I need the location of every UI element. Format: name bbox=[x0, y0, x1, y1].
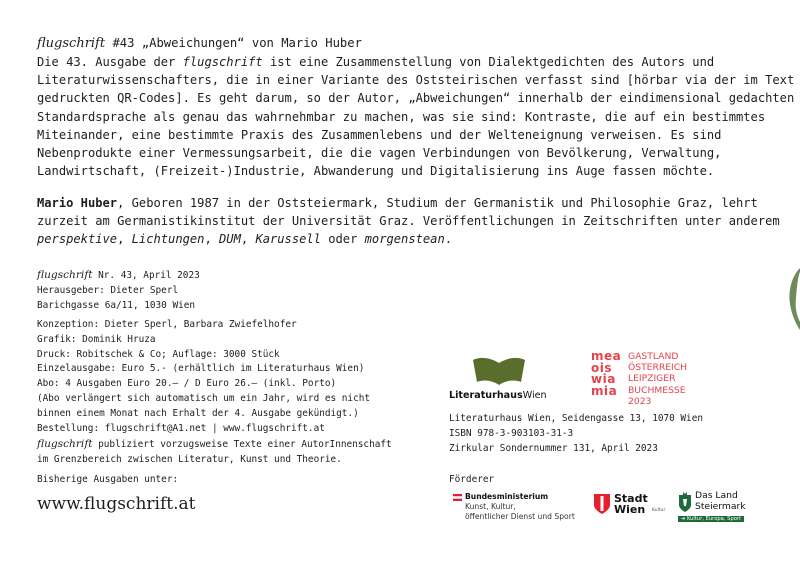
imprint-print: Druck: Robitschek & Co; Auflage: 3000 Stück bbox=[37, 348, 280, 360]
imprint-concept: Konzeption: Dieter Sperl, Barbara Zwiefelhofer bbox=[37, 318, 297, 330]
website-link[interactable]: www.flugschrift.at bbox=[37, 494, 196, 514]
imprint-address: Barichgasse 6a/11, 1030 Wien bbox=[37, 299, 196, 311]
bm-line: öffentlicher Dienst und Sport bbox=[465, 511, 575, 521]
gastland-text bbox=[628, 351, 687, 407]
wien-line: Wien bbox=[614, 503, 646, 516]
bmkoes-logo bbox=[453, 492, 575, 521]
imprint-editor: Herausgeber: Dieter Sperl bbox=[37, 284, 179, 296]
separator: , bbox=[204, 232, 220, 247]
intro-text-rest: ist eine Zusammenstellung von Dialektgedichten des Autors und Literaturwissenschafters, die in einer Variante des Oststeirischen verfasst sind [hörbar via der im Text gedruckten QR-Codes]. Es geht darum, so der Autor, „Abweichungen“ innerhalb der eindimensional gedachten Standardsprache als genau das wahrnehmbar zu machen, was sie sind: Kontraste, die auf ein bestimmtes Miteinander, eine bestimmte Praxis des Zusammenlebens und der Welteneignung verweisen. Es sind Nebenprodukte einer Vermessungsarbeit, die die vagen Verbindungen von Bevölkerung, Verwaltung, Landwirtschaft, (Freizeit-)Industrie, Abwanderung und Digitalisierung ins Auge fassen möchte. bbox=[37, 55, 795, 179]
imprint-issue-line bbox=[37, 268, 437, 284]
author-bio-paragraph bbox=[37, 194, 797, 249]
intro-brand: flugschrift bbox=[182, 55, 263, 69]
separator: oder bbox=[320, 232, 365, 247]
author-name: Mario Huber bbox=[37, 196, 118, 210]
gastland-line: LEIPZIGER bbox=[628, 373, 676, 385]
imprint-abo-note: (Abo verlängert sich automatisch um ein Jahr, wird es nicht bbox=[37, 393, 371, 405]
imprint-order: Bestellung: flugschrift@A1.net | www.flugschrift.at bbox=[37, 423, 325, 435]
meaois-word: wia bbox=[591, 372, 616, 387]
literaturhaus-name bbox=[449, 390, 559, 401]
previous-issues-label: Bisherige Ausgaben unter: bbox=[37, 474, 179, 485]
magazine-title: Lichtungen bbox=[131, 232, 205, 247]
wien-shield-icon bbox=[594, 494, 610, 514]
intro-paragraph bbox=[37, 53, 797, 180]
imprint-brand: flugschrift bbox=[37, 269, 93, 281]
bm-title: Bundesministerium bbox=[465, 492, 549, 501]
lhw-name-regular: Wien bbox=[522, 390, 547, 401]
bm-line: Kunst, Kultur, bbox=[465, 501, 516, 511]
imprint-publishes bbox=[37, 437, 437, 453]
wien-line: Stadt bbox=[614, 492, 648, 505]
magazine-title: DUM bbox=[219, 232, 241, 247]
meaois-word: mia bbox=[591, 383, 618, 398]
imprint-abo-note: binnen einem Monat nach Erhalt der 4. Ausgabe gekündigt.) bbox=[37, 408, 359, 420]
imprint-issue: Nr. 43, April 2023 bbox=[92, 270, 200, 281]
magazine-title: morgenstean bbox=[364, 232, 445, 247]
book-icon bbox=[471, 354, 527, 388]
meaois-word: ois bbox=[591, 360, 612, 375]
imprint-graphic: Grafik: Dominik Hruza bbox=[37, 333, 156, 345]
magazine-title: perspektive bbox=[37, 232, 118, 247]
imprint-abo-price: Abo: 4 Ausgaben Euro 20.— / D Euro 26.— (inkl. Porto) bbox=[37, 378, 337, 390]
meaois-logo bbox=[591, 351, 621, 397]
imprint-block bbox=[37, 268, 437, 468]
stmk-line: Steiermark bbox=[695, 500, 746, 512]
gastland-line: GASTLAND bbox=[628, 351, 679, 362]
publisher-zirkular: Zirkular Sondernummer 131, April 2023 bbox=[449, 442, 658, 454]
gastland-line: ÖSTERREICH bbox=[628, 362, 688, 374]
brand-name: flugschrift bbox=[37, 36, 106, 51]
separator: , bbox=[240, 232, 256, 247]
stmk-line: Das Land bbox=[695, 490, 738, 501]
author-bio-text: , Geboren 1987 in der Oststeiermark, Studium der Germanistik und Philosophie Graz, lehrt zurzeit am Germanistikinstitut der Universität Graz. Veröffentlichungen in Zeitschriften unter anderem bbox=[37, 196, 780, 229]
stmk-tag: ➔ Kultur, Europa, Sport bbox=[678, 516, 744, 522]
separator: , bbox=[117, 232, 132, 247]
imprint-publishes-text: publiziert vorzugsweise Texte einer AutorInnenschaft bbox=[92, 438, 392, 450]
austria-flag-icon bbox=[453, 494, 462, 501]
decorative-flourish-icon bbox=[784, 268, 800, 330]
imprint-publishes-text: im Grenzbereich zwischen Literatur, Kunst und Theorie. bbox=[37, 453, 342, 465]
imprint-brand: flugschrift bbox=[37, 437, 93, 450]
gastland-line: BUCHMESSE bbox=[628, 384, 686, 396]
intro-text: Die 43. Ausgabe der bbox=[37, 55, 183, 69]
publisher-info bbox=[449, 412, 703, 457]
magazine-title: Karussell bbox=[255, 232, 321, 247]
header-title: #43 „Abweichungen“ von Mario Huber bbox=[105, 36, 362, 50]
sponsors-label: Förderer bbox=[449, 474, 495, 485]
gastland-line: 2023 bbox=[628, 395, 652, 407]
publisher-address: Literaturhaus Wien, Seidengasse 13, 1070 Wien bbox=[449, 413, 703, 424]
imprint-single-price: Einzelausgabe: Euro 5.- (erhältlich im Literaturhaus Wien) bbox=[37, 363, 365, 375]
page-header bbox=[37, 36, 362, 51]
literaturhaus-logo bbox=[449, 354, 559, 401]
steiermark-crest-icon bbox=[678, 491, 692, 513]
lhw-name-bold: Literaturhaus bbox=[449, 390, 523, 401]
publisher-isbn: ISBN 978-3-903103-31-3 bbox=[449, 427, 574, 439]
wien-sub: Kultur bbox=[652, 508, 666, 513]
separator: . bbox=[444, 232, 453, 247]
meaois-word: mea bbox=[591, 349, 622, 363]
